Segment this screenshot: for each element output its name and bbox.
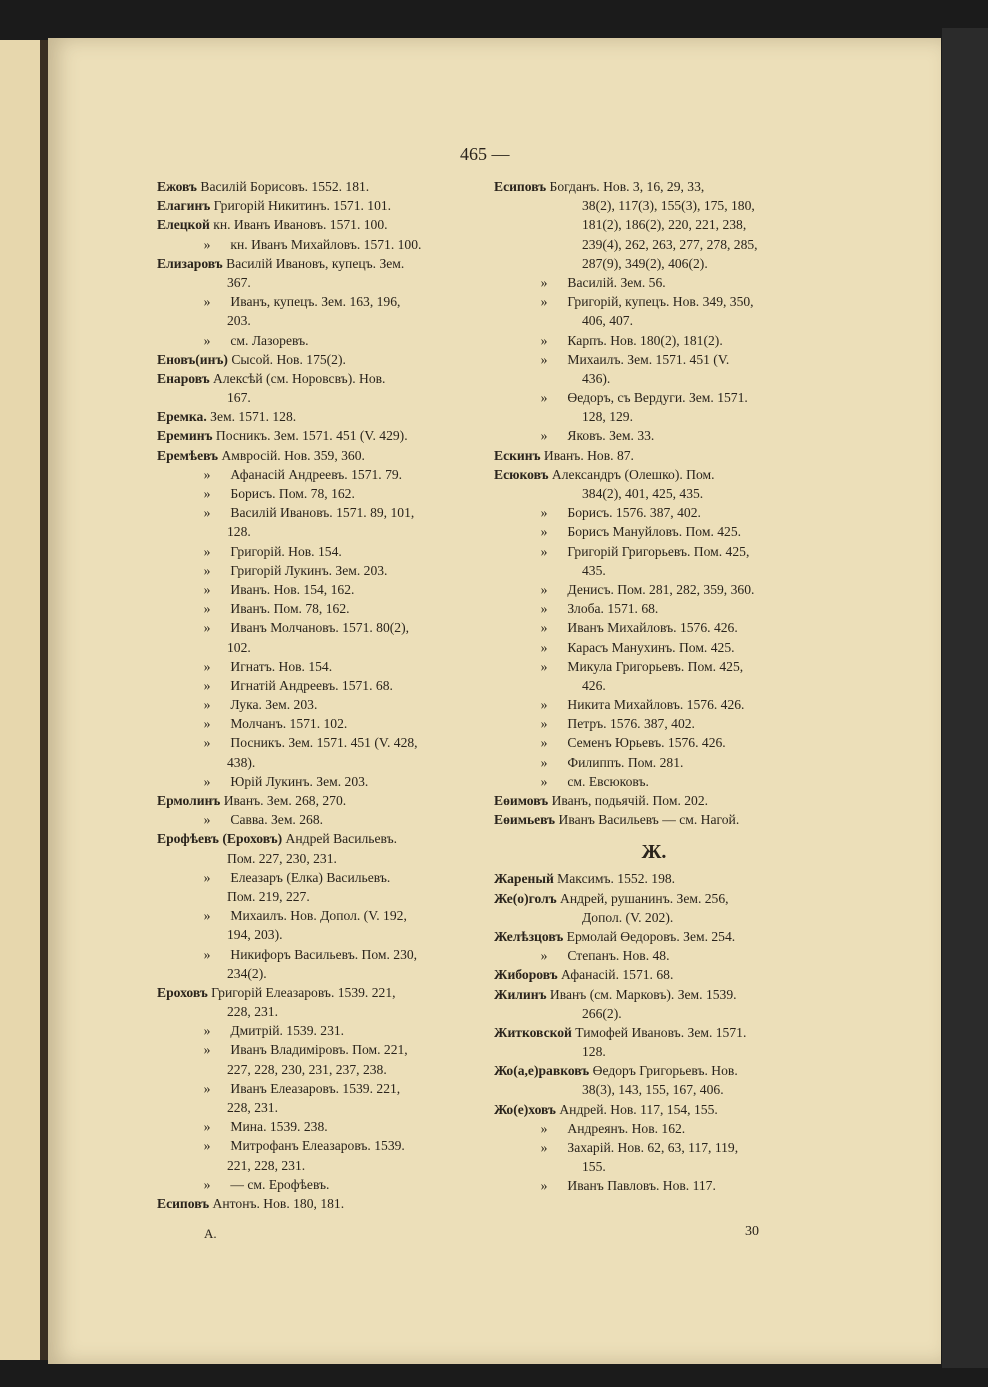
entry-text: Карпъ. Нов. 180(2), 181(2). <box>564 332 723 348</box>
entry-continuation: 438). <box>227 754 256 770</box>
ditto-mark: » <box>203 908 211 924</box>
entry-surname: Ежовъ <box>157 179 197 194</box>
index-entry <box>494 1100 814 1119</box>
ditto-mark: » <box>203 812 211 828</box>
ditto-mark: » <box>203 869 211 885</box>
ditto-mark: » <box>540 754 548 770</box>
entry-surname: Жо(а,е)равковъ <box>494 1063 590 1079</box>
entry-continuation: Пом. 227, 230, 231. <box>227 850 337 866</box>
index-entry <box>494 869 814 888</box>
ditto-mark: » <box>203 677 211 693</box>
ditto-mark: » <box>540 773 548 789</box>
entry-text: Мина. 1539. 238. <box>227 1119 328 1135</box>
index-subentry <box>494 618 814 637</box>
ditto-mark: » <box>540 620 548 636</box>
entry-surname: Жо(е)ховъ <box>494 1101 556 1117</box>
entry-text: Посникъ. Зем. 1571. 451 (V. 428, <box>227 735 418 751</box>
sheet-number: 30 <box>745 1224 759 1239</box>
ditto-mark: » <box>540 351 548 367</box>
entry-text: Иванъ Михайловъ. 1576. 426. <box>564 620 738 636</box>
entry-surname: Ереминъ <box>157 428 213 444</box>
entry-surname: Есюковъ <box>494 466 549 482</box>
entry-text: Никита Михайловъ. 1576. 426. <box>564 697 745 713</box>
index-entry <box>157 407 477 426</box>
entry-text: Лука. Зем. 203. <box>227 697 318 713</box>
entry-continuation: 426. <box>582 677 606 693</box>
entry-text: Григорій Григорьевъ. Пом. 425, <box>564 543 750 559</box>
ditto-mark: » <box>203 505 211 521</box>
entry-surname: Еремѣевъ <box>157 447 219 463</box>
entry-surname: Елецкой <box>157 217 210 233</box>
index-subentry <box>494 772 814 791</box>
index-subentry <box>157 945 477 964</box>
index-entry <box>157 426 477 445</box>
entry-text: Никифоръ Васильевъ. Пом. 230, <box>227 946 418 962</box>
ditto-mark: » <box>203 1138 211 1154</box>
entry-text: Борисъ. Пом. 78, 162. <box>227 486 355 501</box>
index-subentry <box>157 292 477 311</box>
index-subentry <box>157 542 477 561</box>
entry-continuation: 367. <box>227 274 251 290</box>
index-subentry <box>494 695 814 714</box>
index-subentry <box>157 1175 477 1194</box>
index-subentry <box>494 331 814 350</box>
entry-continuation: 102. <box>227 639 251 655</box>
entry-continuation: 128. <box>582 1044 606 1060</box>
entry-continuation: 181(2), 186(2), 220, 221, 238, <box>582 217 747 233</box>
index-subentry <box>157 235 477 254</box>
index-subentry <box>157 810 477 829</box>
entry-text: Василій. Зем. 56. <box>564 274 666 290</box>
ditto-mark: » <box>203 946 211 962</box>
entry-text: Тимофей Ивановъ. Зем. 1571. <box>571 1024 747 1040</box>
ditto-mark: » <box>203 697 211 713</box>
entry-surname: Еновъ(инъ) <box>157 351 228 367</box>
entry-continuation: 436). <box>582 370 611 386</box>
index-subentry <box>494 638 814 657</box>
index-subentry <box>157 657 477 676</box>
ditto-mark: » <box>203 1080 211 1096</box>
ditto-mark: » <box>203 1176 211 1192</box>
entry-surname: Жиборовъ <box>494 967 558 983</box>
entry-text: Игнатъ. Нов. 154. <box>227 658 333 674</box>
ditto-mark: » <box>540 1140 548 1155</box>
index-subentry <box>494 714 814 733</box>
entry-text: Андрей. Нов. 117, 154, 155. <box>555 1101 718 1117</box>
binding-edge <box>942 28 988 1368</box>
entry-surname: Еремка. <box>157 409 207 425</box>
index-entry <box>494 177 814 196</box>
index-entry <box>157 177 477 196</box>
index-subentry <box>494 273 814 292</box>
index-entry <box>157 196 477 215</box>
index-subentry <box>157 1021 477 1040</box>
index-subentry <box>494 733 814 752</box>
index-subentry <box>157 1040 477 1059</box>
index-subentry <box>494 580 814 599</box>
index-subentry <box>494 522 814 541</box>
index-entry <box>494 791 814 810</box>
entry-text: Иванъ Молчановъ. 1571. 80(2), <box>227 620 410 636</box>
ditto-mark: » <box>540 716 548 732</box>
entry-text: Яковъ. Зем. 33. <box>564 428 655 444</box>
entry-text: Александръ (Олешко). Пом. <box>548 466 715 482</box>
ditto-mark: » <box>203 562 211 578</box>
ditto-mark: » <box>203 1023 211 1039</box>
entry-text: Карасъ Манухинъ. Пом. 425. <box>564 639 735 655</box>
index-entry <box>157 369 477 388</box>
entry-text: Иванъ Васильевъ — см. Нагой. <box>555 812 740 828</box>
entry-surname: Житковской <box>494 1024 572 1040</box>
ditto-mark: » <box>540 543 548 559</box>
entry-text: Григорій, купецъ. Нов. 349, 350, <box>564 294 754 310</box>
entry-text: Иванъ, подьячій. Пом. 202. <box>548 793 709 808</box>
entry-text: Иванъ. Зем. 268, 270. <box>220 793 347 808</box>
index-subentry <box>494 292 814 311</box>
entry-surname: Енаровъ <box>157 370 210 386</box>
entry-continuation: 228, 231. <box>227 1100 278 1115</box>
ditto-mark: » <box>203 486 211 501</box>
index-subentry <box>494 503 814 522</box>
entry-text: Максимъ. 1552. 198. <box>553 871 676 887</box>
entry-text: Микула Григорьевъ. Пом. 425, <box>564 658 744 674</box>
index-entry <box>494 889 814 908</box>
entry-continuation: 128. <box>227 524 251 540</box>
entry-text: Андрей, рушанинъ. Зем. 256, <box>556 890 729 906</box>
ditto-mark: » <box>540 1120 548 1136</box>
ditto-mark: » <box>203 466 211 482</box>
ditto-mark: » <box>540 1178 548 1194</box>
index-subentry <box>494 1138 814 1157</box>
index-subentry <box>494 1176 814 1195</box>
ditto-mark: » <box>203 1042 211 1058</box>
entry-text: Ермолай Өедоровъ. Зем. 254. <box>563 928 736 944</box>
index-entry <box>157 350 477 369</box>
index-subentry <box>157 465 477 484</box>
ditto-mark: » <box>540 428 548 444</box>
entry-text: Митрофанъ Елеазаровъ. 1539. <box>227 1138 405 1154</box>
entry-text: Василій Борисовъ. 1552. 181. <box>196 179 370 194</box>
index-subentry <box>157 580 477 599</box>
entry-continuation: 128, 129. <box>582 409 633 425</box>
entry-text: Иванъ Владиміровъ. Пом. 221, <box>227 1042 408 1058</box>
entry-text: см. Лазоревъ. <box>227 332 309 348</box>
entry-continuation: Допол. (V. 202). <box>582 909 674 925</box>
entry-text: Дмитрій. 1539. 231. <box>227 1023 345 1039</box>
ditto-mark: » <box>540 948 548 964</box>
index-subentry <box>157 906 477 925</box>
entry-continuation: 435. <box>582 562 606 578</box>
entry-text: Иванъ. Нов. 154, 162. <box>227 581 355 597</box>
index-entry <box>157 254 477 273</box>
entry-continuation: 227, 228, 230, 231, 237, 238. <box>227 1061 387 1077</box>
ditto-mark: » <box>203 601 211 617</box>
index-entry <box>494 965 814 984</box>
index-subentry <box>494 542 814 561</box>
entry-text: Өедоръ, съ Вердуги. Зем. 1571. <box>564 390 748 406</box>
ditto-mark: » <box>203 581 211 597</box>
entry-text: Захарій. Нов. 62, 63, 117, 119, <box>564 1140 739 1155</box>
index-subentry <box>157 561 477 580</box>
index-subentry <box>157 695 477 714</box>
ditto-mark: » <box>540 524 548 540</box>
index-subentry <box>157 331 477 350</box>
ditto-mark: » <box>540 505 548 521</box>
index-subentry <box>494 946 814 965</box>
index-subentry <box>494 388 814 407</box>
entry-continuation: 155. <box>582 1159 606 1175</box>
index-entry <box>494 810 814 829</box>
index-subentry <box>157 733 477 752</box>
entry-text: Степанъ. Нов. 48. <box>564 948 670 964</box>
ditto-mark: » <box>203 236 211 252</box>
index-entry <box>494 1023 814 1042</box>
entry-text: — см. Ерофѣевъ. <box>227 1176 330 1192</box>
entry-text: Злоба. 1571. 68. <box>564 601 659 617</box>
ditto-mark: » <box>203 716 211 732</box>
entry-surname: Ескинъ <box>494 447 541 463</box>
entry-text: кн. Иванъ Ивановъ. 1571. 100. <box>209 217 388 233</box>
entry-text: Андреянъ. Нов. 162. <box>564 1120 686 1136</box>
ditto-mark: » <box>540 581 548 597</box>
book-gutter <box>40 40 48 1360</box>
index-subentry <box>494 753 814 772</box>
entry-continuation: 228, 231. <box>227 1004 278 1020</box>
index-column-right <box>494 177 814 1196</box>
index-subentry <box>157 1117 477 1136</box>
entry-surname: Елагинъ <box>157 198 211 214</box>
index-subentry <box>494 1119 814 1138</box>
entry-continuation: Пом. 219, 227. <box>227 888 310 904</box>
entry-text: Игнатій Андреевъ. 1571. 68. <box>227 677 393 693</box>
entry-text: Афанасій. 1571. 68. <box>557 967 674 983</box>
ditto-mark: » <box>540 274 548 290</box>
entry-surname: Ероховъ <box>157 984 208 1000</box>
entry-text: Григорій Никитинъ. 1571. 101. <box>210 198 392 214</box>
ditto-mark: » <box>203 294 211 310</box>
ditto-mark: » <box>203 773 211 789</box>
entry-text: кн. Иванъ Михайловъ. 1571. 100. <box>227 236 422 252</box>
entry-text: Иванъ Павловъ. Нов. 117. <box>564 1178 716 1194</box>
entry-surname: Желѣзцовъ <box>494 928 564 944</box>
entry-text: Иванъ. Нов. 87. <box>540 447 634 463</box>
ditto-mark: » <box>540 390 548 406</box>
entry-surname: Ермолинъ <box>157 793 221 808</box>
entry-text: см. Евсюковъ. <box>564 773 649 789</box>
entry-text: Григорій. Нов. 154. <box>227 543 342 559</box>
ditto-mark: » <box>203 620 211 636</box>
entry-text: Григорій Елеазаровъ. 1539. 221, <box>207 984 396 1000</box>
entry-surname: Ерофѣевъ (Ероховъ) <box>157 831 283 847</box>
entry-text: Молчанъ. 1571. 102. <box>227 716 348 732</box>
entry-text: Сысой. Нов. 175(2). <box>227 351 346 367</box>
ditto-mark: » <box>203 1119 211 1135</box>
entry-text: Василій Ивановъ, купецъ. Зем. <box>222 255 405 271</box>
ditto-mark: » <box>203 658 211 674</box>
index-subentry <box>157 484 477 503</box>
entry-continuation: 221, 228, 231. <box>227 1157 306 1173</box>
index-entry <box>494 465 814 484</box>
entry-continuation: 38(3), 143, 155, 167, 406. <box>582 1082 724 1098</box>
entry-continuation: 287(9), 349(2), 406(2). <box>582 255 708 271</box>
index-subentry <box>157 868 477 887</box>
entry-continuation: 239(4), 262, 263, 277, 278, 285, <box>582 236 758 252</box>
ditto-mark: » <box>203 735 211 751</box>
index-subentry <box>157 618 477 637</box>
entry-text: Иванъ (см. Марковъ). Зем. 1539. <box>546 986 737 1002</box>
index-subentry <box>494 426 814 445</box>
entry-text: Григорій Лукинъ. Зем. 203. <box>227 562 388 578</box>
entry-continuation: 38(2), 117(3), 155(3), 175, 180, <box>582 198 755 214</box>
page-header: 465 — <box>460 144 510 164</box>
ditto-mark: » <box>540 332 548 348</box>
index-entry <box>494 1061 814 1080</box>
entry-continuation: 194, 203). <box>227 927 283 943</box>
ditto-mark: » <box>540 735 548 751</box>
index-entry <box>494 985 814 1004</box>
index-subentry <box>157 714 477 733</box>
entry-text: Савва. Зем. 268. <box>227 812 324 828</box>
index-entry <box>157 983 477 1002</box>
ditto-mark: » <box>540 294 548 310</box>
ditto-mark: » <box>203 543 211 559</box>
index-entry <box>157 791 477 810</box>
index-entry <box>157 1194 477 1213</box>
index-subentry <box>494 350 814 369</box>
entry-text: Михаилъ. Нов. Допол. (V. 192, <box>227 908 407 924</box>
entry-text: Зем. 1571. 128. <box>206 409 297 425</box>
entry-text: Филиппъ. Пом. 281. <box>564 754 684 770</box>
entry-surname: Есиповъ <box>494 179 547 194</box>
facing-page-edge <box>0 40 43 1360</box>
entry-text: Иванъ Елеазаровъ. 1539. 221, <box>227 1080 401 1096</box>
ditto-mark: » <box>203 332 211 348</box>
index-subentry <box>157 676 477 695</box>
entry-text: Юрій Лукинъ. Зем. 203. <box>227 773 369 789</box>
entry-text: Семенъ Юрьевъ. 1576. 426. <box>564 735 726 751</box>
ditto-mark: » <box>540 639 548 655</box>
index-subentry <box>157 772 477 791</box>
entry-text: Алексѣй (см. Норовсвъ). Нов. <box>209 370 386 386</box>
index-subentry <box>157 503 477 522</box>
entry-text: Амвросій. Нов. 359, 360. <box>218 447 365 463</box>
ditto-mark: » <box>540 601 548 617</box>
index-subentry <box>157 599 477 618</box>
entry-continuation: 266(2). <box>582 1005 622 1021</box>
entry-continuation: 234(2). <box>227 965 267 981</box>
entry-text: Өедоръ Григорьевъ. Нов. <box>589 1063 738 1079</box>
entry-surname: Жилинъ <box>494 986 547 1002</box>
entry-surname: Еөимовъ <box>494 793 549 808</box>
entry-text: Иванъ, купецъ. Зем. 163, 196, <box>227 294 401 310</box>
entry-text: Елеазаръ (Елка) Васильевъ. <box>227 869 391 885</box>
ditto-mark: » <box>540 658 548 674</box>
index-entry <box>494 927 814 946</box>
entry-text: Денисъ. Пом. 281, 282, 359, 360. <box>564 581 755 597</box>
entry-text: Василій Ивановъ. 1571. 89, 101, <box>227 505 415 521</box>
index-subentry <box>494 657 814 676</box>
entry-surname: Есиповъ <box>157 1195 210 1211</box>
entry-continuation: 203. <box>227 313 251 329</box>
entry-continuation: 384(2), 401, 425, 435. <box>582 486 704 501</box>
entry-surname: Еөимьевъ <box>494 812 556 828</box>
ditto-mark: » <box>540 697 548 713</box>
entry-text: Борисъ. 1576. 387, 402. <box>564 505 701 521</box>
entry-text: Андрей Васильевъ. <box>282 831 397 847</box>
index-entry <box>157 215 477 234</box>
index-subentry <box>157 1136 477 1155</box>
index-subentry <box>494 599 814 618</box>
index-column-left <box>157 177 477 1213</box>
entry-text: Иванъ. Пом. 78, 162. <box>227 601 350 617</box>
entry-text: Михаилъ. Зем. 1571. 451 (V. <box>564 351 730 367</box>
entry-text: Афанасій Андреевъ. 1571. 79. <box>227 466 403 482</box>
section-letter: Ж. <box>641 841 667 864</box>
signature-mark: A. <box>204 1226 217 1241</box>
index-entry <box>157 829 477 848</box>
entry-surname: Же(о)голъ <box>494 890 557 906</box>
index-entry <box>157 446 477 465</box>
entry-surname: Жареный <box>494 871 554 887</box>
index-subentry <box>157 1079 477 1098</box>
entry-continuation: 406, 407. <box>582 313 633 329</box>
entry-text: Антонъ. Нов. 180, 181. <box>209 1195 345 1211</box>
entry-text: Богданъ. Нов. 3, 16, 29, 33, <box>546 179 705 194</box>
entry-text: Петръ. 1576. 387, 402. <box>564 716 695 732</box>
entry-text: Борисъ Мануйловъ. Пом. 425. <box>564 524 742 540</box>
entry-continuation: 167. <box>227 390 251 406</box>
entry-surname: Елизаровъ <box>157 255 223 271</box>
index-entry <box>494 446 814 465</box>
entry-text: Посникъ. Зем. 1571. 451 (V. 429). <box>212 428 408 444</box>
